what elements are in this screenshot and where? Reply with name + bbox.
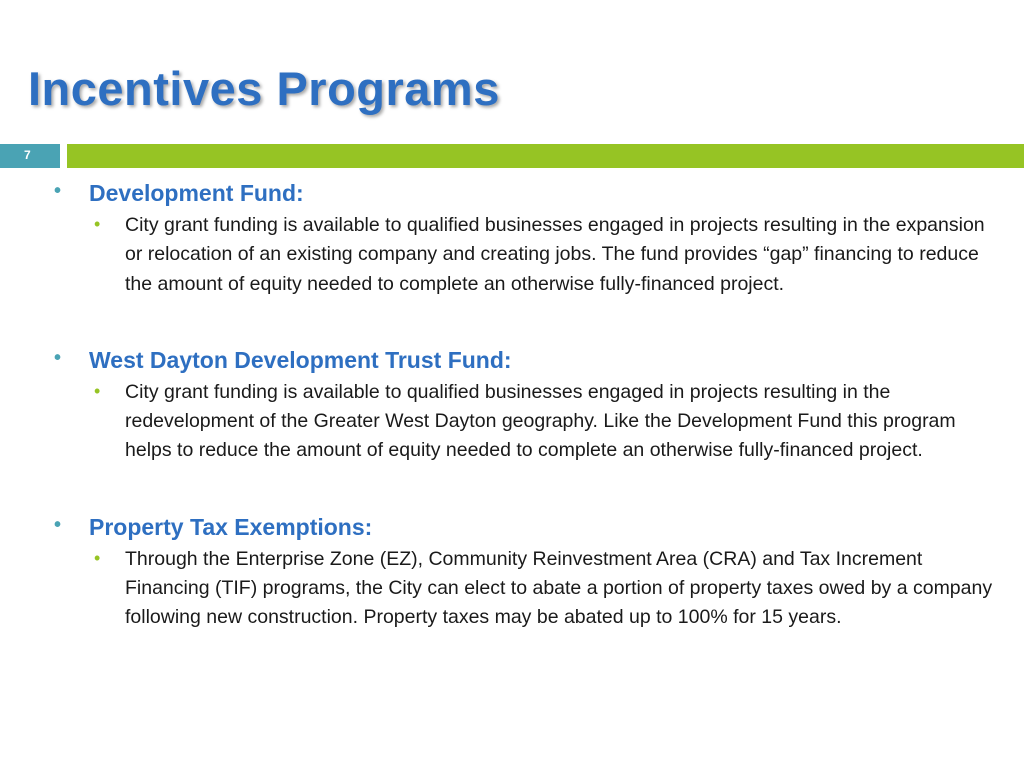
section-heading [54, 176, 1004, 210]
title-divider-bar [67, 144, 1024, 168]
section-heading [54, 343, 1004, 377]
slide-number: 7 [0, 144, 60, 168]
section-heading-text: West Dayton Development Trust Fund: [89, 346, 512, 373]
section-body [54, 545, 1004, 633]
section-body-text: Through the Enterprise Zone (EZ), Community Reinvestment Area (CRA) and Tax Increment Financing (TIF) programs, the City can elect to abate a portion of property taxes owed by a company following new construction. Property taxes may be abated up to 100% for 15 years. [125, 547, 993, 629]
sub-bullet-dot-icon: • [94, 214, 101, 234]
bullet-dot-icon: • [54, 180, 62, 202]
section-body-text: City grant funding is available to qualified businesses engaged in projects resulting in the redevelopment of the Greater West Dayton geography. Like the Development Fund this program helps to reduce the amount of equity needed to complete an otherwise fully-financed project. [125, 380, 956, 462]
section-body [54, 211, 1004, 299]
section-development-fund [54, 176, 1004, 299]
sub-bullet-dot-icon: • [94, 380, 101, 401]
section-heading-text: Development Fund: [89, 180, 304, 206]
section-body [54, 378, 1004, 466]
sub-bullet-dot-icon: • [94, 547, 101, 568]
section-heading-text: Property Tax Exemptions: [89, 513, 373, 540]
section-heading [54, 510, 1004, 544]
section-property-tax [54, 510, 1004, 633]
section-body-text: City grant funding is available to qualified businesses engaged in projects resulting in the expansion or relocation of an existing company and creating jobs. The fund provides “gap” financing to reduce the amount of equity needed to complete an otherwise fully-financed project. [125, 214, 985, 295]
section-west-dayton-fund [54, 343, 1004, 466]
bullet-dot-icon: • [54, 513, 62, 536]
slide-title: Incentives Programs [28, 62, 500, 115]
slide-content [54, 176, 1004, 633]
bullet-dot-icon: • [54, 346, 62, 369]
